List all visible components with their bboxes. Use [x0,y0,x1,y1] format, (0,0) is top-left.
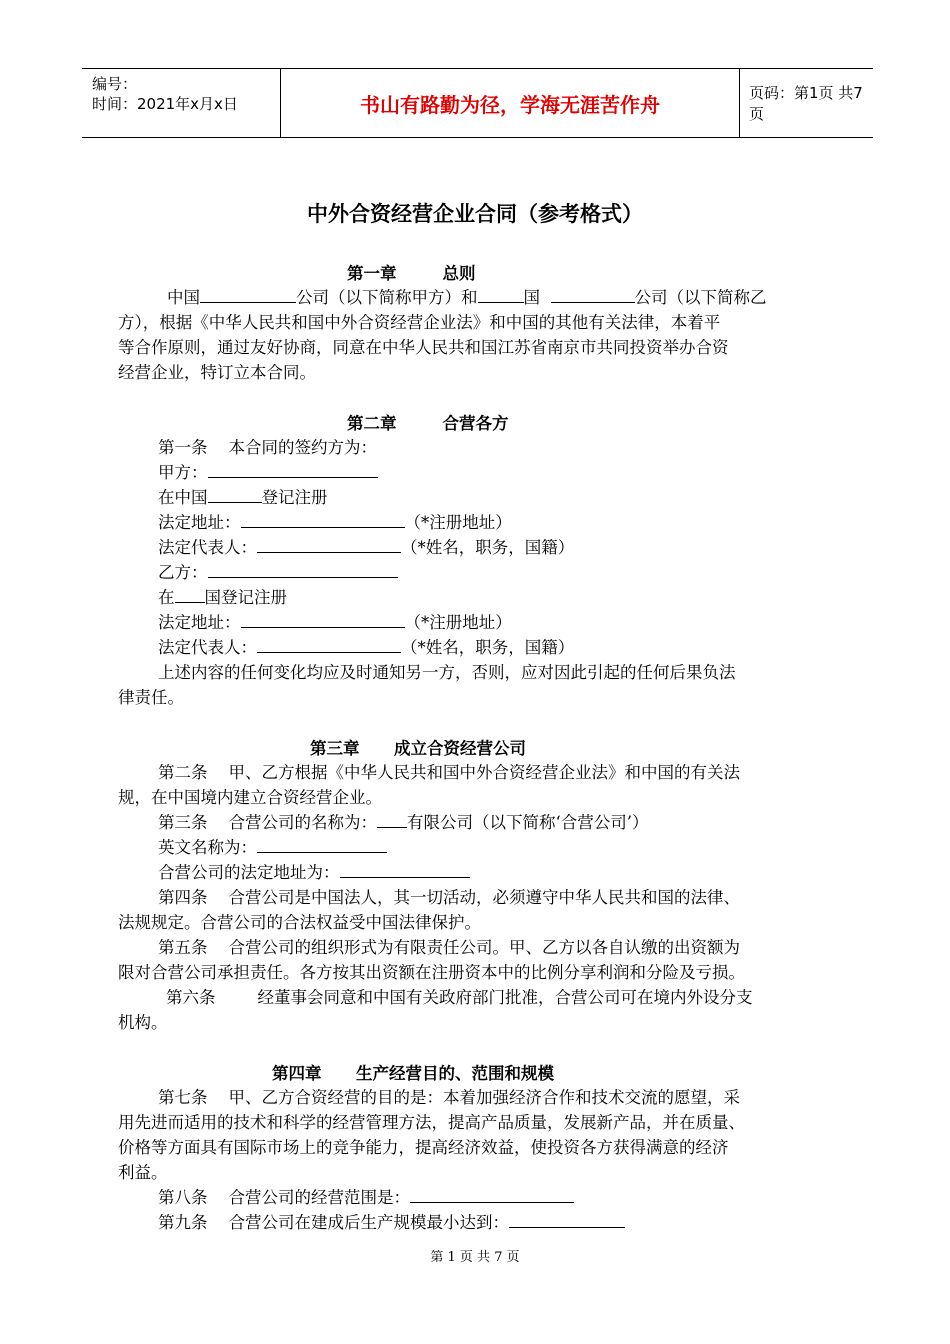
header-meta [82,69,280,137]
article-5-line-1: 第五条 合营公司的组织形式为有限责任公司。甲、乙方以各自认缴的出资额为 [158,938,740,957]
party-a-line: 甲方： [158,460,378,485]
article-7-line-2: 用先进而适用的技术和科学的经营管理方法，提高产品质量，发展新产品，并在质量、 [118,1113,745,1132]
motto: 书山有路勤为径，学海无涯苦作舟 [280,69,740,137]
chapter-3-heading: 第三章 成立合资经营公司 [310,739,526,758]
article-1: 第一条 本合同的签约方为： [158,438,377,457]
number-label: 编号： [92,75,138,93]
document-title: 中外合资经营企业合同（参考格式） [307,202,643,226]
legal-address: 合营公司的法定地址为： [158,860,470,885]
ch1-para-line-4: 经营企业，特订立本合同。 [118,363,316,382]
party-a-representative: 法定代表人： （*姓名，职务，国籍） [158,535,574,560]
article-2-line-2: 规，在中国境内建立合资经营企业。 [118,788,382,807]
article-4-line-2: 法规规定。合营公司的合法权益受中国法律保护。 [118,913,481,932]
article-5-line-2: 限对合营公司承担责任。各方按其出资额在注册资本中的比例分享利润和分险及亏损。 [118,963,745,982]
ch1-para-line-2: 方），根据《中华人民共和国中外合资经营企业法》和中国的其他有关法律，本着平 [118,313,721,332]
ch1-para-line-3: 等合作原则，通过友好协商，同意在中华人民共和国江苏省南京市共同投资举办合资 [118,338,729,357]
chapter-4-heading: 第四章 生产经营目的、范围和规模 [272,1064,554,1083]
notice-line-2: 律责任。 [118,688,184,707]
article-6-line-1: 第六条 经董事会同意和中国有关政府部门批准，合营公司可在境内外设分支 [166,988,753,1007]
page-header [82,68,873,138]
article-2-line-1: 第二条 甲、乙方根据《中华人民共和国中外合资经营企业法》和中国的有关法 [158,763,740,782]
notice-line-1: 上述内容的任何变化均应及时通知另一方，否则，应对因此引起的任何后果负法 [158,663,736,682]
party-a-registration: 在中国 登记注册 [158,485,328,510]
article-7-line-1: 第七条 甲、乙方合资经营的目的是：本着加强经济合作和技术交流的愿望，采 [158,1088,740,1107]
page-footer: 第 1 页 共 7 页 [430,1250,520,1265]
party-b-representative: 法定代表人： （*姓名，职务，国籍） [158,635,574,660]
english-name: 英文名称为： [158,835,387,860]
article-8: 第八条 合营公司的经营范围是： [158,1185,574,1210]
article-4-line-1: 第四条 合营公司是中国法人，其一切活动，必须遵守中华人民共和国的法律、 [158,888,740,907]
time-label: 时间：2021年x月x日 [92,95,238,113]
chapter-1-heading: 第一章 总则 [347,264,476,283]
article-7-line-3: 价格等方面具有国际市场上的竞争能力，提高经济效益，使投资各方获得满意的经济 [118,1138,729,1157]
party-b-registration: 在 国登记注册 [158,585,287,610]
ch1-para-line-1: 中国 公司（以下简称甲方）和 国 公司（以下简称乙 [167,285,767,310]
article-7-line-4: 利益。 [118,1163,168,1182]
article-6-line-2: 机构。 [118,1013,168,1032]
article-3: 第三条 合营公司的名称为： 有限公司（以下简称‘合营公司’） [158,810,648,835]
page-info: 页码：第1页 共7页 [749,84,863,123]
party-b-address: 法定地址： （*注册地址） [158,610,512,635]
chapter-2-heading: 第二章 合营各方 [347,414,509,433]
party-b-line: 乙方： [158,560,398,585]
article-9: 第九条 合营公司在建成后生产规模最小达到： [158,1210,625,1235]
party-a-address: 法定地址： （*注册地址） [158,510,512,535]
